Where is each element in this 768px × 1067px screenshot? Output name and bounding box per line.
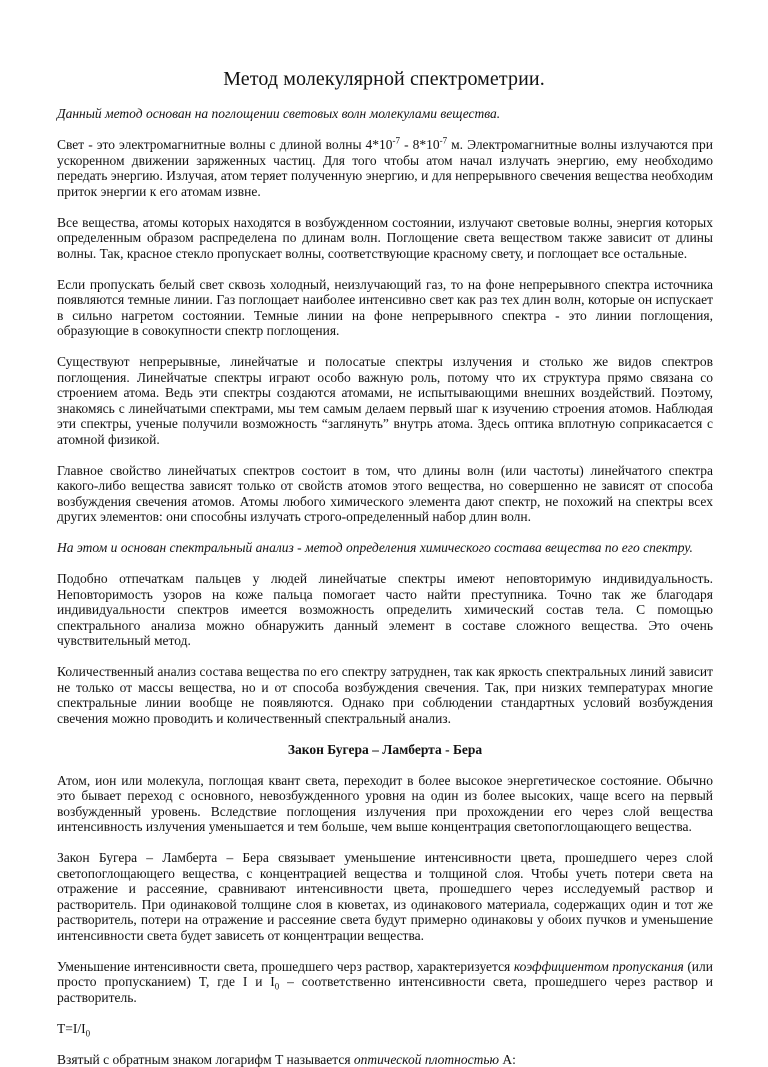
paragraph-law: Закон Бугера – Ламберта – Бера связывает уменьшение интенсивности цвета, прошедшего через слой светопоглощающего вещества, с концентрацией вещества и толщиной слоя. Чтобы учеть потери света на отражение и рассеяние, сравнивают интенсивности цвета, прошедшего через исследуемый раствор и растворитель. При одинаковой толщине слоя в кюветах, из одинакового материала, содержащих один и тот же растворитель, потери на отражение и рассеяние света будут примерно одинаковы у обоих пучков и уменьшение интенсивности света будет зависеть от концентрации вещества. — [57, 850, 713, 943]
italic-term: оптической плотностью — [354, 1052, 499, 1067]
formula-transmittance — [57, 1021, 713, 1037]
text-run: - 8*10 — [400, 137, 440, 152]
paragraph-white-light: Если пропускать белый свет сквозь холодный, неизлучающий газ, то на фоне непрерывного спектра источника появляются темные линии. Газ поглощает наиболее интенсивно свет как раз тех длин волн, которые он испускает в сильно нагретом состоянии. Темные линии на фоне непрерывного спектра - это линии поглощения, образующие в совокупности спектр поглощения. — [57, 277, 713, 339]
formula-text: T=I/I — [57, 1021, 86, 1036]
paragraph-fingerprints: Подобно отпечаткам пальцев у людей линейчатые спектры имеют неповторимую индивидуальность. Неповторимость узоров на коже пальца помогает часто найти преступника. Точно так же благодаря индивидуальности спектров имеется возможность определить химический состав тела. С помощью спектрального анализа можно обнаружить данный элемент в составе сложного вещества. Это очень чувствительный метод. — [57, 571, 713, 649]
text-run: Свет - это электромагнитные волны с длиной волны 4*10 — [57, 137, 393, 152]
document-body — [57, 106, 713, 1067]
superscript: -7 — [440, 136, 448, 146]
text-run: Взятый с обратным знаком логарифм T называется — [57, 1052, 354, 1067]
paragraph-quantitative-analysis: Количественный анализ состава вещества по его спектру затруднен, так как яркость спектральных линий зависит не только от массы вещества, но и от способа возбуждения свечения. Так, при низких температурах многие спектральные линии вообще не появляются. Однако при соблюдении стандартных условий возбуждения свечения можно проводить и количественный спектральный анализ. — [57, 664, 713, 726]
paragraph-excited-atoms: Все вещества, атомы которых находятся в возбужденном состоянии, излучают световые волны, энергия которых определенным образом распределена по длинам волн. Поглощение света веществом также зависит от длины волны. Так, красное стекло пропускает волны, соответствующие красному свету, и поглощает все остальные. — [57, 215, 713, 262]
paragraph-spectral-analysis: На этом и основан спектральный анализ - метод определения химического состава вещества по его спектру. — [57, 540, 713, 556]
subscript: 0 — [275, 982, 280, 992]
page-title: Метод молекулярной спектрометрии. — [0, 66, 768, 92]
italic-term: коэффициентом пропускания — [514, 959, 684, 974]
superscript: -7 — [393, 136, 401, 146]
paragraph-absorption: Атом, ион или молекула, поглощая квант света, переходит в более высокое энергетическое состояние. Обычно это бывает переход с основного, невозбужденного уровня на один из более высоких, чаще всего на первый возбужденный уровень. Вследствие поглощения излучения при прохождении его через слой вещества интенсивность излучения уменьшается и тем больше, чем выше концентрация светопоглощающего вещества. — [57, 773, 713, 835]
text-run: – соответственно интенсивности света, прошедшего через раствор и растворитель. — [57, 974, 713, 1005]
text-run: Уменьшение интенсивности света, прошедшего черз раствор, характеризуется — [57, 959, 514, 974]
subscript: 0 — [86, 1028, 91, 1038]
paragraph-optical-density — [57, 1052, 713, 1067]
paragraph-transmittance — [57, 959, 713, 1006]
text-run: (или просто пропусканием) T, где I и I — [57, 959, 713, 990]
text-run: A: — [499, 1052, 516, 1067]
intro-paragraph: Данный метод основан на поглощении световых волн молекулами вещества. — [57, 106, 713, 122]
text-run: м. Электромагнитные волны излучаются при ускоренном движении заряженных частиц. Для того чтобы атом начал излучать энергию, ему необходимо передать энергию. Излучая, атом теряет полученную энергию, и для непрерывного свечения вещества необходим приток энергии к его атомам извне. — [57, 137, 713, 199]
paragraph-spectra-types: Существуют непрерывные, линейчатые и полосатые спектры излучения и столько же видов спектров поглощения. Линейчатые спектры играют особо важную роль, потому что их структура прямо связана со строением атома. Ведь эти спектры создаются атомами, не испытывающими внешних воздействий. Поэтому, знакомясь с линейчатыми спектрами, мы тем самым делаем первый шаг к изучению строения атомов. Наблюдая эти спектры, ученые получили возможность “заглянуть” внутрь атома. Здесь оптика вплотную соприкасается с атомной физикой. — [57, 354, 713, 447]
paragraph-line-spectra-property: Главное свойство линейчатых спектров состоит в том, что длины волн (или частоты) линейчатого спектра какого-либо вещества зависят только от свойств атомов этого вещества, но совершенно не зависят от способа возбуждения свечения атомов. Атомы любого химического элемента дают спектр, не похожий на спектры всех других элементов: они способны излучать строго-определенный набор длин волн. — [57, 463, 713, 525]
section-heading: Закон Бугера – Ламберта - Бера — [57, 742, 713, 758]
paragraph-light-definition — [57, 137, 713, 199]
